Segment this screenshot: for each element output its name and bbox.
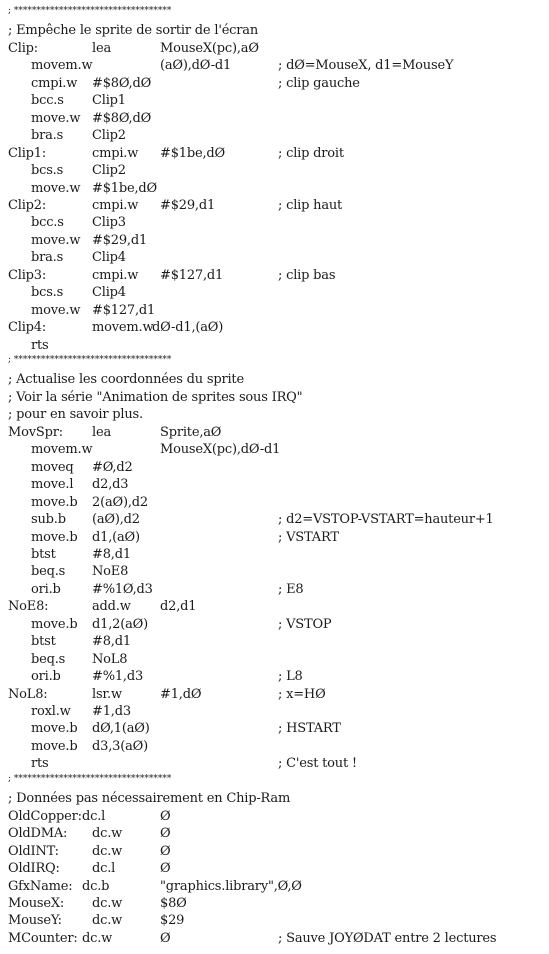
- code-label: Clip2:: [8, 197, 47, 213]
- code-mnemonic: dc.w: [82, 930, 113, 946]
- code-mnemonic: lea: [92, 424, 112, 440]
- code-operand: Clip2: [92, 128, 126, 144]
- code-comment: ; VSTOP: [278, 616, 332, 632]
- code-operand: #%1Ø,d3: [92, 581, 153, 597]
- code-operand: d1,(aØ): [92, 529, 140, 545]
- code-line: [0, 879, 549, 897]
- separator-text: ; ***********************************: [8, 773, 172, 784]
- code-mnemonic: dc.l: [92, 861, 116, 876]
- separator-line: [0, 6, 549, 24]
- code-operand: d2,d3: [92, 477, 129, 493]
- code-label: NoL8:: [8, 686, 48, 702]
- code-operand: #$8Ø,dØ: [92, 110, 152, 126]
- code-operand: NoE8: [92, 564, 129, 580]
- comment-line: [0, 23, 549, 41]
- code-operand: d2,d1: [160, 599, 197, 615]
- comment-line: [0, 791, 549, 809]
- separator-line: [0, 774, 549, 792]
- code-operand: MouseX(pc),dØ-d1: [160, 442, 281, 458]
- code-mnemonic: movem.w: [92, 320, 154, 336]
- code-mnemonic: move.l: [31, 477, 74, 493]
- comment-text: ; pour en savoir plus.: [8, 407, 143, 423]
- code-mnemonic: dc.w: [92, 895, 123, 911]
- code-mnemonic: move.w: [31, 180, 81, 196]
- code-label: Clip1:: [8, 145, 47, 161]
- code-line: [0, 303, 549, 321]
- separator-text: ; ***********************************: [8, 6, 172, 16]
- code-comment: ; clip haut: [278, 197, 343, 213]
- code-line: [0, 58, 549, 76]
- code-comment: ; clip gauche: [278, 75, 360, 91]
- code-operand: Ø: [160, 826, 171, 842]
- code-line: [0, 250, 549, 268]
- code-mnemonic: ori.b: [31, 669, 61, 685]
- code-operand: MouseX(pc),aØ: [160, 40, 259, 56]
- comment-text: ; Données pas nécessairement en Chip-Ram: [8, 791, 291, 807]
- separator-line: [0, 355, 549, 373]
- code-label: OldCopper:: [8, 808, 82, 824]
- code-line: [0, 442, 549, 460]
- code-operand: dØ-d1,(aØ): [152, 320, 224, 336]
- code-line: [0, 512, 549, 530]
- code-label: Clip4:: [8, 320, 47, 336]
- code-operand: Clip4: [92, 285, 126, 301]
- code-operand: #$29,d1: [160, 197, 216, 213]
- code-line: [0, 233, 549, 251]
- code-label: Clip:: [8, 40, 38, 56]
- code-line: [0, 669, 549, 687]
- code-mnemonic: cmpi.w: [92, 267, 139, 283]
- code-operand: Ø: [160, 843, 171, 859]
- code-mnemonic: dc.b: [82, 878, 110, 894]
- code-label: Clip3:: [8, 267, 47, 283]
- code-mnemonic: bcc.s: [31, 215, 64, 231]
- code-line: [0, 460, 549, 478]
- code-mnemonic: btst: [31, 634, 56, 650]
- code-mnemonic: lsr.w: [92, 686, 122, 702]
- code-line: [0, 913, 549, 931]
- code-operand: Clip3: [92, 215, 126, 231]
- code-line: [0, 599, 549, 617]
- code-line: [0, 41, 549, 59]
- code-line: [0, 931, 549, 949]
- code-mnemonic: beq.s: [31, 651, 66, 667]
- code-operand: dØ,1(aØ): [92, 721, 150, 737]
- comment-line: [0, 372, 549, 390]
- code-operand: Ø: [160, 808, 171, 824]
- code-mnemonic: roxl.w: [31, 704, 71, 719]
- code-line: [0, 477, 549, 495]
- code-operand: (aØ),dØ-d1: [160, 58, 232, 74]
- code-mnemonic: bcs.s: [31, 163, 64, 178]
- code-operand: (aØ),d2: [92, 512, 140, 527]
- code-operand: #$1be,dØ: [160, 145, 225, 161]
- code-operand: #Ø,d2: [92, 459, 133, 475]
- code-line: [0, 826, 549, 844]
- code-line: [0, 128, 549, 146]
- code-comment: ; clip bas: [278, 267, 336, 283]
- code-operand: #8,d1: [92, 546, 131, 562]
- comment-text: ; Voir la série "Animation de sprites sous IRQ": [8, 389, 303, 405]
- code-line: [0, 76, 549, 94]
- code-operand: Clip2: [92, 163, 126, 178]
- code-mnemonic: cmpi.w: [92, 197, 139, 213]
- code-operand: #$1be,dØ: [92, 180, 157, 196]
- separator-text: ; ***********************************: [8, 355, 172, 365]
- code-mnemonic: beq.s: [31, 564, 66, 580]
- code-mnemonic: lea: [92, 40, 112, 56]
- code-operand: NoL8: [92, 651, 128, 667]
- code-line: [0, 617, 549, 635]
- code-mnemonic: move.w: [31, 302, 81, 318]
- code-line: [0, 215, 549, 233]
- code-line: [0, 93, 549, 111]
- code-comment: ; d2=VSTOP-VSTART=hauteur+1: [278, 512, 494, 527]
- code-operand: Ø: [160, 930, 171, 946]
- code-line: [0, 111, 549, 129]
- code-mnemonic: bcs.s: [31, 285, 64, 301]
- code-line: [0, 320, 549, 338]
- comment-text: ; Actualise les coordonnées du sprite: [8, 372, 244, 388]
- code-line: [0, 809, 549, 827]
- code-operand: #1,dØ: [160, 686, 202, 702]
- code-operand: Ø: [160, 861, 171, 876]
- code-comment: ; C'est tout !: [278, 756, 357, 772]
- code-label: NoE8:: [8, 599, 49, 615]
- code-operand: #$127,d1: [92, 302, 156, 318]
- code-operand: Clip4: [92, 250, 126, 266]
- code-line: [0, 704, 549, 722]
- code-label: MovSpr:: [8, 424, 63, 440]
- code-operand: #%1,d3: [92, 669, 144, 685]
- code-mnemonic: bra.s: [31, 250, 64, 266]
- code-operand: 2(aØ),d2: [92, 494, 148, 510]
- code-line: [0, 687, 549, 705]
- code-line: [0, 268, 549, 286]
- code-operand: #$29,d1: [92, 232, 148, 248]
- code-mnemonic: move.b: [31, 738, 78, 754]
- code-line: [0, 530, 549, 548]
- code-mnemonic: move.b: [31, 529, 78, 545]
- code-mnemonic: cmpi.w: [92, 145, 139, 161]
- code-mnemonic: cmpi.w: [31, 75, 78, 91]
- code-mnemonic: add.w: [92, 599, 131, 615]
- code-mnemonic: bra.s: [31, 128, 64, 144]
- code-comment: ; L8: [278, 669, 303, 685]
- code-operand: "graphics.library",Ø,Ø: [160, 878, 302, 894]
- code-mnemonic: bcc.s: [31, 93, 64, 109]
- code-line: [0, 163, 549, 181]
- code-comment: ; clip droit: [278, 145, 344, 161]
- code-line: [0, 861, 549, 879]
- code-comment: ; x=HØ: [278, 686, 326, 702]
- code-comment: ; dØ=MouseX, d1=MouseY: [278, 58, 454, 74]
- code-comment: ; VSTART: [278, 529, 339, 545]
- code-mnemonic: rts: [31, 756, 49, 772]
- code-operand: #$127,d1: [160, 267, 224, 283]
- code-operand: #8,d1: [92, 634, 131, 650]
- code-comment: ; E8: [278, 581, 304, 597]
- code-line: [0, 285, 549, 303]
- code-label: OldINT:: [8, 843, 59, 859]
- code-mnemonic: move.b: [31, 494, 78, 510]
- code-mnemonic: move.w: [31, 110, 81, 126]
- code-mnemonic: movem.w: [31, 58, 93, 74]
- code-label: GfxName:: [8, 878, 73, 894]
- code-mnemonic: dc.l: [82, 808, 106, 824]
- code-label: OldDMA:: [8, 826, 68, 842]
- code-operand: $29: [160, 913, 185, 929]
- comment-line: [0, 390, 549, 408]
- code-mnemonic: moveq: [31, 459, 74, 475]
- code-line: [0, 146, 549, 164]
- code-operand: d3,3(aØ): [92, 738, 148, 754]
- code-mnemonic: move.b: [31, 616, 78, 632]
- code-operand: d1,2(aØ): [92, 616, 148, 632]
- code-mnemonic: dc.w: [92, 826, 123, 842]
- code-line: [0, 198, 549, 216]
- code-operand: $8Ø: [160, 895, 187, 911]
- code-operand: #$8Ø,dØ: [92, 75, 152, 91]
- code-operand: #1,d3: [92, 704, 131, 719]
- code-label: MouseX:: [8, 895, 65, 911]
- code-comment: ; Sauve JOYØDAT entre 2 lectures: [278, 930, 497, 946]
- code-label: OldIRQ:: [8, 861, 60, 876]
- comment-text: ; Empêche le sprite de sortir de l'écran: [8, 23, 259, 39]
- code-line: [0, 844, 549, 862]
- code-line: [0, 495, 549, 513]
- code-mnemonic: sub.b: [31, 512, 66, 527]
- code-mnemonic: dc.w: [92, 913, 123, 929]
- code-operand: Clip1: [92, 93, 126, 109]
- code-line: [0, 181, 549, 199]
- code-line: [0, 739, 549, 757]
- code-line: [0, 896, 549, 914]
- code-mnemonic: rts: [31, 337, 49, 353]
- code-line: [0, 564, 549, 582]
- code-mnemonic: move.w: [31, 232, 81, 248]
- comment-line: [0, 407, 549, 425]
- code-comment: ; HSTART: [278, 721, 341, 737]
- code-mnemonic: btst: [31, 546, 56, 562]
- code-mnemonic: move.b: [31, 721, 78, 737]
- code-line: [0, 652, 549, 670]
- code-operand: Sprite,aØ: [160, 424, 222, 440]
- code-label: MouseY:: [8, 913, 62, 929]
- code-mnemonic: ori.b: [31, 581, 61, 597]
- code-line: [0, 634, 549, 652]
- code-mnemonic: dc.w: [92, 843, 123, 859]
- code-label: MCounter:: [8, 930, 78, 946]
- code-mnemonic: movem.w: [31, 442, 93, 458]
- code-line: [0, 582, 549, 600]
- code-line: [0, 425, 549, 443]
- code-line: [0, 547, 549, 565]
- code-line: [0, 721, 549, 739]
